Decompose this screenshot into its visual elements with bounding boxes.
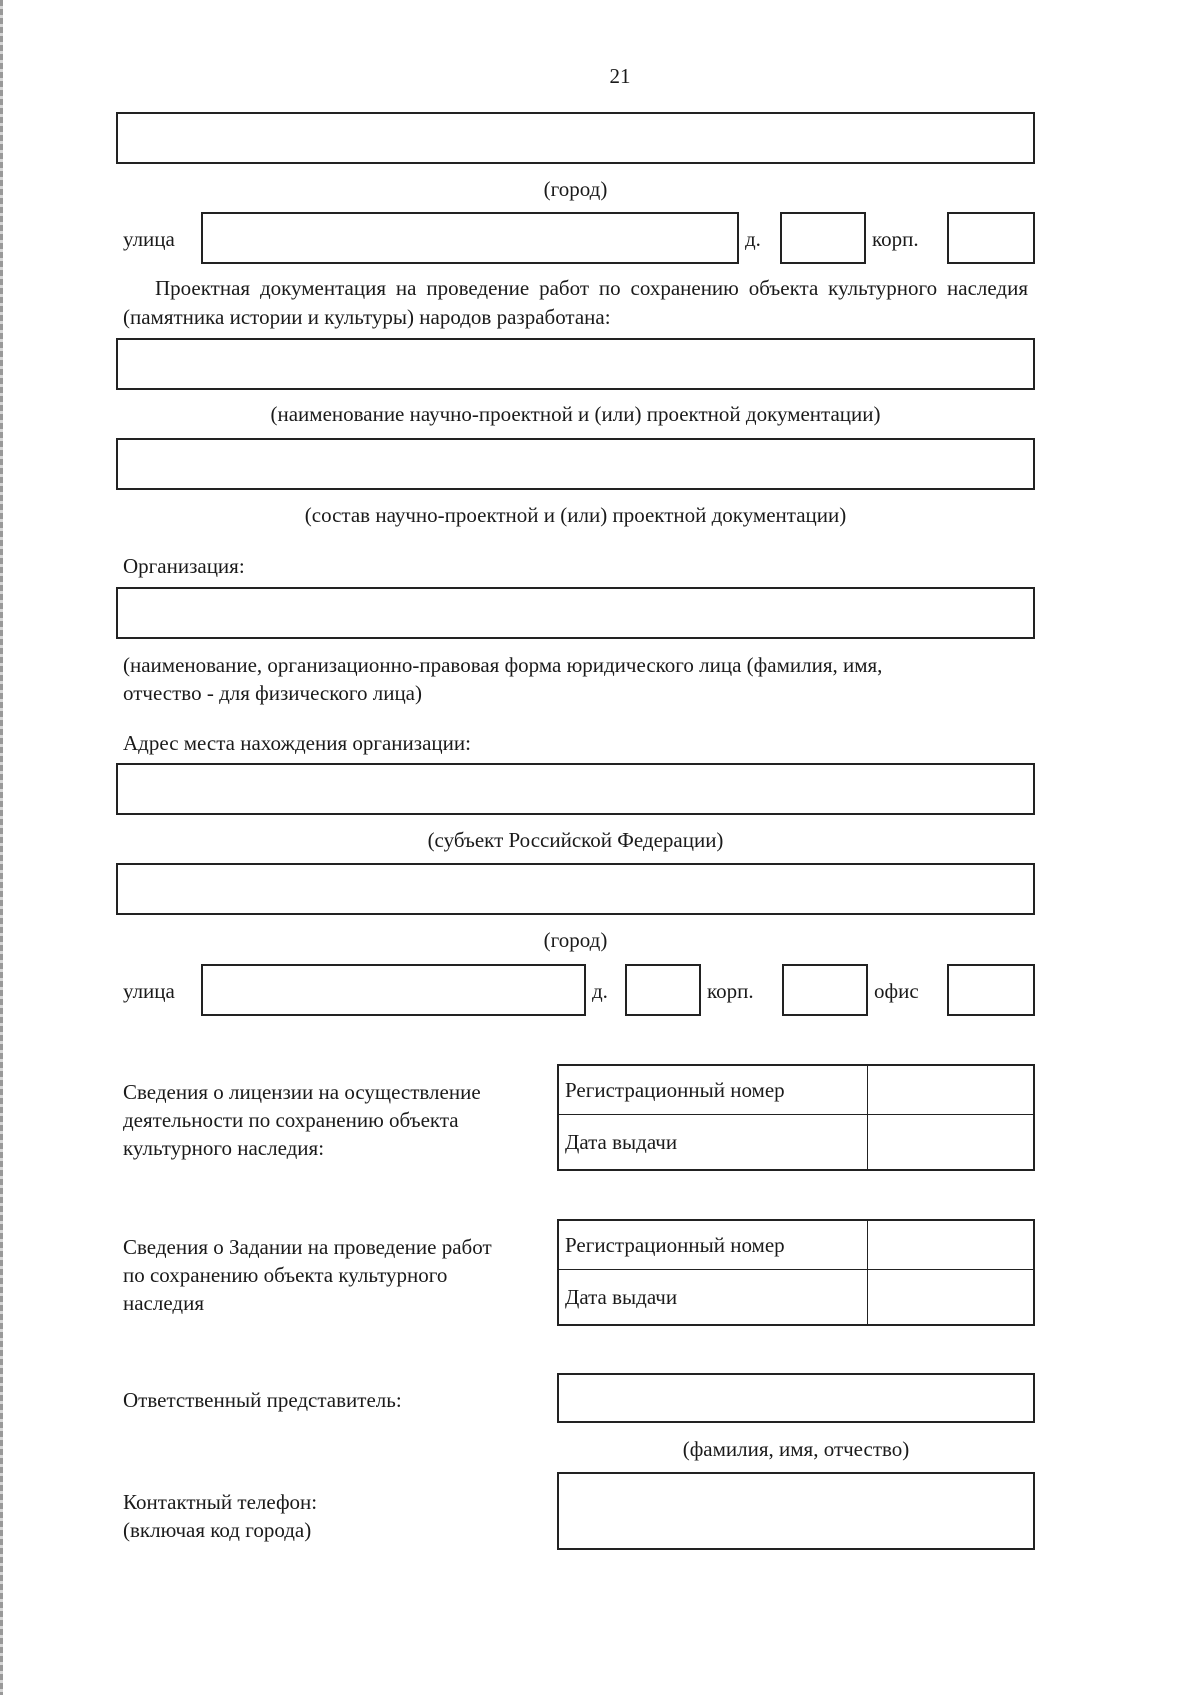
org-office-field[interactable] xyxy=(947,964,1035,1016)
org-subject-field[interactable] xyxy=(116,763,1035,815)
assignment-label-line1: Сведения о Задании на проведение работ xyxy=(123,1235,492,1259)
org-city-caption: (город) xyxy=(543,928,608,952)
org-address-label: Адрес места нахождения организации: xyxy=(123,731,471,755)
project-docs-composition-caption: (состав научно-проектной и (или) проектной документации) xyxy=(304,503,847,527)
contact-label-line2: (включая код города) xyxy=(123,1518,312,1542)
representative-caption: (фамилия, имя, отчество) xyxy=(682,1437,910,1461)
contact-label-line1: Контактный телефон: xyxy=(123,1490,318,1514)
org-street-label: улица xyxy=(123,979,175,1003)
assignment-reg-row xyxy=(558,1220,1034,1270)
org-building-field[interactable] xyxy=(782,964,868,1016)
org-house-label: д. xyxy=(592,979,608,1003)
license-label-line2: деятельности по сохранению объекта xyxy=(123,1108,459,1132)
project-docs-composition-field[interactable] xyxy=(116,438,1035,490)
project-docs-intro xyxy=(123,274,1028,332)
org-city-field[interactable] xyxy=(116,863,1035,915)
assignment-issue-date-label: Дата выдачи xyxy=(558,1270,867,1326)
license-issue-date-field[interactable] xyxy=(867,1115,1034,1171)
site-street-label: улица xyxy=(123,227,175,251)
site-house-label: д. xyxy=(745,227,761,251)
organization-label: Организация: xyxy=(123,554,245,578)
org-street-field[interactable] xyxy=(201,964,586,1016)
assignment-reg-number-field[interactable] xyxy=(867,1220,1034,1270)
representative-field[interactable] xyxy=(557,1373,1035,1423)
scan-edge-artifact xyxy=(0,0,3,1695)
license-table xyxy=(557,1064,1035,1171)
org-house-field[interactable] xyxy=(625,964,701,1016)
page-number: 21 xyxy=(609,64,631,88)
organization-field[interactable] xyxy=(116,587,1035,639)
assignment-table xyxy=(557,1219,1035,1326)
assignment-reg-number-label: Регистрационный номер xyxy=(558,1220,867,1270)
contact-phone-field[interactable] xyxy=(557,1472,1035,1550)
license-reg-number-field[interactable] xyxy=(867,1065,1034,1115)
project-docs-intro-text: Проектная документация на проведение работ по сохранению объекта культурного наследия (памятника истории и культуры) народов разработана: xyxy=(123,276,1028,329)
license-label-line1: Сведения о лицензии на осуществление xyxy=(123,1080,481,1104)
site-building-field[interactable] xyxy=(947,212,1035,264)
license-reg-row xyxy=(558,1065,1034,1115)
org-office-label: офис xyxy=(874,979,919,1003)
project-docs-name-field[interactable] xyxy=(116,338,1035,390)
site-city-field[interactable] xyxy=(116,112,1035,164)
assignment-label-line3: наследия xyxy=(123,1291,204,1315)
site-street-field[interactable] xyxy=(201,212,739,264)
org-building-label: корп. xyxy=(707,979,754,1003)
assignment-label-line2: по сохранению объекта культурного xyxy=(123,1263,448,1287)
license-date-row xyxy=(558,1115,1034,1171)
license-issue-date-label: Дата выдачи xyxy=(558,1115,867,1171)
project-docs-name-caption: (наименование научно-проектной и (или) проектной документации) xyxy=(270,402,881,426)
site-building-label: корп. xyxy=(872,227,919,251)
site-house-field[interactable] xyxy=(780,212,866,264)
assignment-issue-date-field[interactable] xyxy=(867,1270,1034,1326)
license-reg-number-label: Регистрационный номер xyxy=(558,1065,867,1115)
organization-caption-line1: (наименование, организационно-правовая форма юридического лица (фамилия, имя, xyxy=(123,653,883,677)
representative-label: Ответственный представитель: xyxy=(123,1388,402,1412)
license-label-line3: культурного наследия: xyxy=(123,1136,325,1160)
assignment-date-row xyxy=(558,1270,1034,1326)
site-city-caption: (город) xyxy=(543,177,608,201)
organization-caption-line2: отчество - для физического лица) xyxy=(123,681,422,705)
org-subject-caption: (субъект Российской Федерации) xyxy=(427,828,724,852)
